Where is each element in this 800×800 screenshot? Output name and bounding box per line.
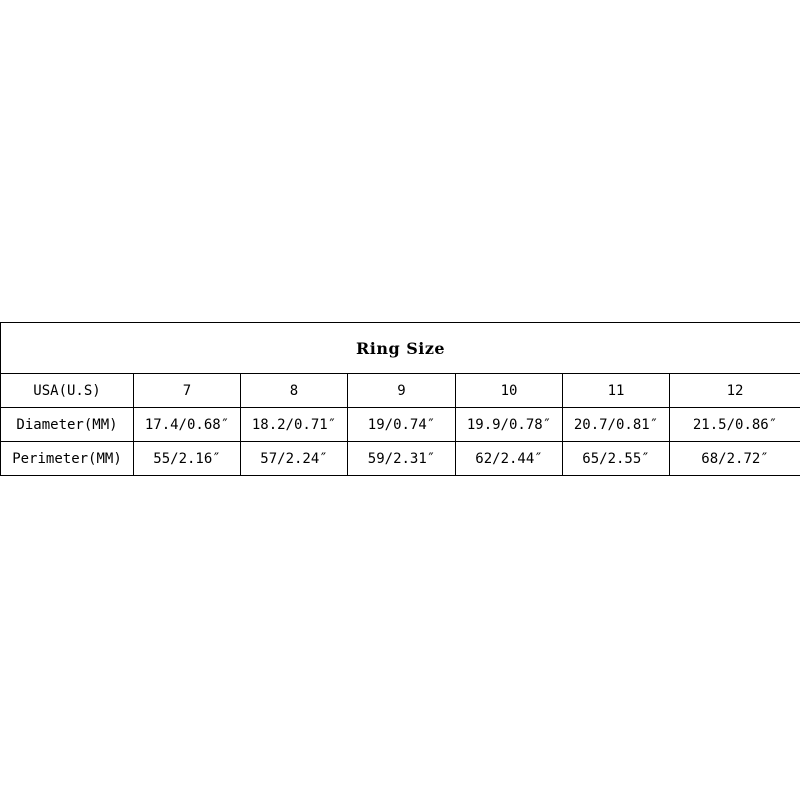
table-cell: 10 xyxy=(456,374,563,408)
perimeter-row xyxy=(1,442,800,476)
row-label-perimeter: Perimeter(MM) xyxy=(1,442,134,476)
table-cell: 65/2.55″ xyxy=(563,442,670,476)
table-cell: 7 xyxy=(134,374,241,408)
table-cell: 18.2/0.71″ xyxy=(241,408,348,442)
table-cell: 62/2.44″ xyxy=(456,442,563,476)
usa-size-row xyxy=(1,374,800,408)
table-cell: 9 xyxy=(348,374,456,408)
ring-size-table xyxy=(0,322,800,476)
table-cell: 21.5/0.86″ xyxy=(670,408,800,442)
table-title-row xyxy=(1,323,800,374)
row-label-usa: USA(U.S) xyxy=(1,374,134,408)
table-cell: 57/2.24″ xyxy=(241,442,348,476)
table-cell: 17.4/0.68″ xyxy=(134,408,241,442)
diameter-row xyxy=(1,408,800,442)
table-cell: 55/2.16″ xyxy=(134,442,241,476)
table-title: Ring Size xyxy=(1,323,800,374)
table-cell: 11 xyxy=(563,374,670,408)
table-cell: 19/0.74″ xyxy=(348,408,456,442)
table-cell: 59/2.31″ xyxy=(348,442,456,476)
row-label-diameter: Diameter(MM) xyxy=(1,408,134,442)
table-cell: 20.7/0.81″ xyxy=(563,408,670,442)
table-cell: 12 xyxy=(670,374,800,408)
table-cell: 19.9/0.78″ xyxy=(456,408,563,442)
table-cell: 68/2.72″ xyxy=(670,442,800,476)
table-cell: 8 xyxy=(241,374,348,408)
